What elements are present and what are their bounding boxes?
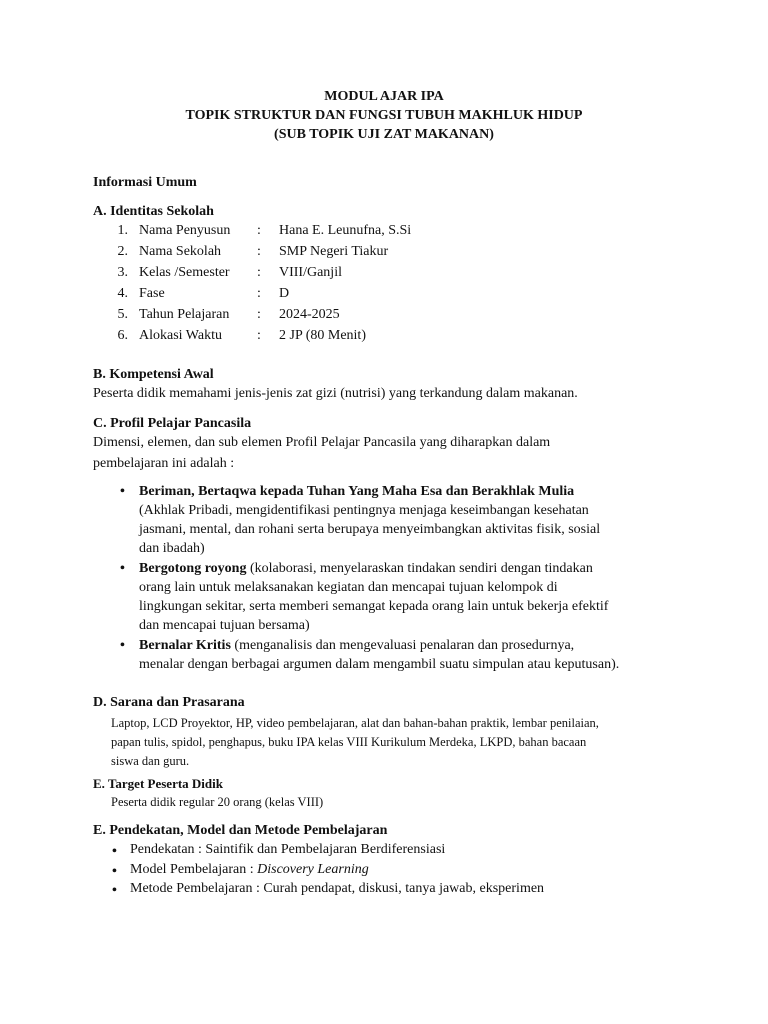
row-number: 6. xyxy=(117,328,128,343)
row-label: Kelas /Semester xyxy=(139,265,230,280)
row-label: Nama Sekolah xyxy=(139,244,222,259)
row-value: D xyxy=(279,286,290,301)
row-number: 2. xyxy=(117,244,128,259)
row-number: 5. xyxy=(117,307,128,322)
row-separator: : xyxy=(257,307,261,322)
doc-title: MODUL AJAR IPA xyxy=(324,89,444,104)
profil-intro-line: pembelajaran ini adalah : xyxy=(93,456,235,471)
profil-item-line: orang lain untuk melaksanakan kegiatan dan mencapai tujuan kelompok di xyxy=(139,580,558,595)
row-label: Alokasi Waktu xyxy=(139,328,222,343)
row-value: SMP Negeri Tiakur xyxy=(279,244,389,259)
pendekatan-label: Pendekatan : xyxy=(130,842,206,857)
profil-item-line: menalar dengan berbagai argumen dalam mengambil suatu simpulan atau keputusan). xyxy=(139,657,620,672)
kompetensi-text: Peserta didik memahami jenis-jenis zat gizi (nutrisi) yang terkandung dalam makanan. xyxy=(93,386,578,401)
profil-item-line: lingkungan sekitar, serta memberi semangat kepada orang lain untuk bekerja efektif xyxy=(139,599,609,614)
row-label: Fase xyxy=(139,286,165,301)
bullet-dot: • xyxy=(120,484,125,499)
profil-item-title: Bergotong royong xyxy=(139,561,247,576)
pendekatan-item-text xyxy=(130,842,445,858)
profil-item-line: jasmani, mental, dan rohani serta berupaya menyeimbangkan aktivitas fisik, sosial xyxy=(139,522,601,537)
bullet-dot: • xyxy=(112,864,117,879)
row-value: Hana E. Leunufna, S.Si xyxy=(279,223,412,238)
row-separator: : xyxy=(257,286,261,301)
pendekatan-value: Saintifik dan Pembelajaran Berdiferensiasi xyxy=(205,842,446,857)
row-separator: : xyxy=(257,244,261,259)
row-number: 4. xyxy=(117,286,128,301)
profil-item-line: (kolaborasi, menyelaraskan tindakan sendiri dengan tindakan xyxy=(246,561,593,576)
doc-subtopic: (SUB TOPIK UJI ZAT MAKANAN) xyxy=(274,127,494,142)
sarana-text xyxy=(111,714,599,771)
pendekatan-item-text xyxy=(130,881,544,897)
row-separator: : xyxy=(257,265,261,280)
target-text: Peserta didik regular 20 orang (kelas VIII) xyxy=(111,795,324,809)
pendekatan-item-text xyxy=(130,862,369,878)
profil-item-title: Bernalar Kritis xyxy=(139,638,231,653)
row-separator: : xyxy=(257,223,261,238)
row-number: 3. xyxy=(117,265,128,280)
bullet-dot: • xyxy=(120,561,125,576)
profil-item-title: Beriman, Bertaqwa kepada Tuhan Yang Maha Esa dan Berakhlak Mulia xyxy=(139,484,575,499)
bullet-dot: • xyxy=(112,883,117,898)
section-identitas-heading: A. Identitas Sekolah xyxy=(93,204,214,219)
profil-intro-line: Dimensi, elemen, dan sub elemen Profil Pelajar Pancasila yang diharapkan dalam xyxy=(93,435,551,450)
section-target-heading: E. Target Peserta Didik xyxy=(93,776,223,791)
section-informasi-umum: Informasi Umum xyxy=(93,175,197,190)
section-profil-heading: C. Profil Pelajar Pancasila xyxy=(93,416,252,431)
pendekatan-label: Model Pembelajaran : xyxy=(130,862,258,877)
profil-item-line: (Akhlak Pribadi, mengidentifikasi pentingnya menjaga keseimbangan kesehatan xyxy=(139,503,589,518)
row-label: Nama Penyusun xyxy=(139,223,231,238)
row-value: VIII/Ganjil xyxy=(279,265,342,280)
profil-item-line: (menganalisis dan mengevaluasi penalaran dan prosedurnya, xyxy=(230,638,575,653)
sarana-line: Laptop, LCD Proyektor, HP, video pembelajaran, alat dan bahan-bahan praktik, lembar penilaian, xyxy=(111,716,599,730)
profil-item-line: dan mencapai tujuan bersama) xyxy=(139,618,310,633)
profil-item-text xyxy=(139,636,619,674)
section-sarana-heading: D. Sarana dan Prasarana xyxy=(93,695,245,710)
row-number: 1. xyxy=(117,223,128,238)
row-separator: : xyxy=(257,328,261,343)
doc-topic: TOPIK STRUKTUR DAN FUNGSI TUBUH MAKHLUK HIDUP xyxy=(185,108,583,123)
pendekatan-value: Discovery Learning xyxy=(257,862,369,877)
section-kompetensi-heading: B. Kompetensi Awal xyxy=(93,367,214,382)
row-label: Tahun Pelajaran xyxy=(139,307,230,322)
pendekatan-label: Metode Pembelajaran : xyxy=(130,881,264,896)
profil-item-line: dan ibadah) xyxy=(139,541,205,556)
sarana-line: siswa dan guru. xyxy=(111,754,190,768)
row-value: 2024-2025 xyxy=(279,307,340,322)
sarana-line: papan tulis, spidol, penghapus, buku IPA kelas VIII Kurikulum Merdeka, LKPD, bahan bacaan xyxy=(111,735,587,749)
bullet-dot: • xyxy=(120,638,125,653)
bullet-dot: • xyxy=(112,844,117,859)
row-value: 2 JP (80 Menit) xyxy=(279,328,366,343)
section-pendekatan-heading: E. Pendekatan, Model dan Metode Pembelajaran xyxy=(93,823,388,838)
profil-item-text xyxy=(139,559,608,635)
pendekatan-value: Curah pendapat, diskusi, tanya jawab, eksperimen xyxy=(263,881,545,896)
profil-item-text xyxy=(139,482,600,558)
